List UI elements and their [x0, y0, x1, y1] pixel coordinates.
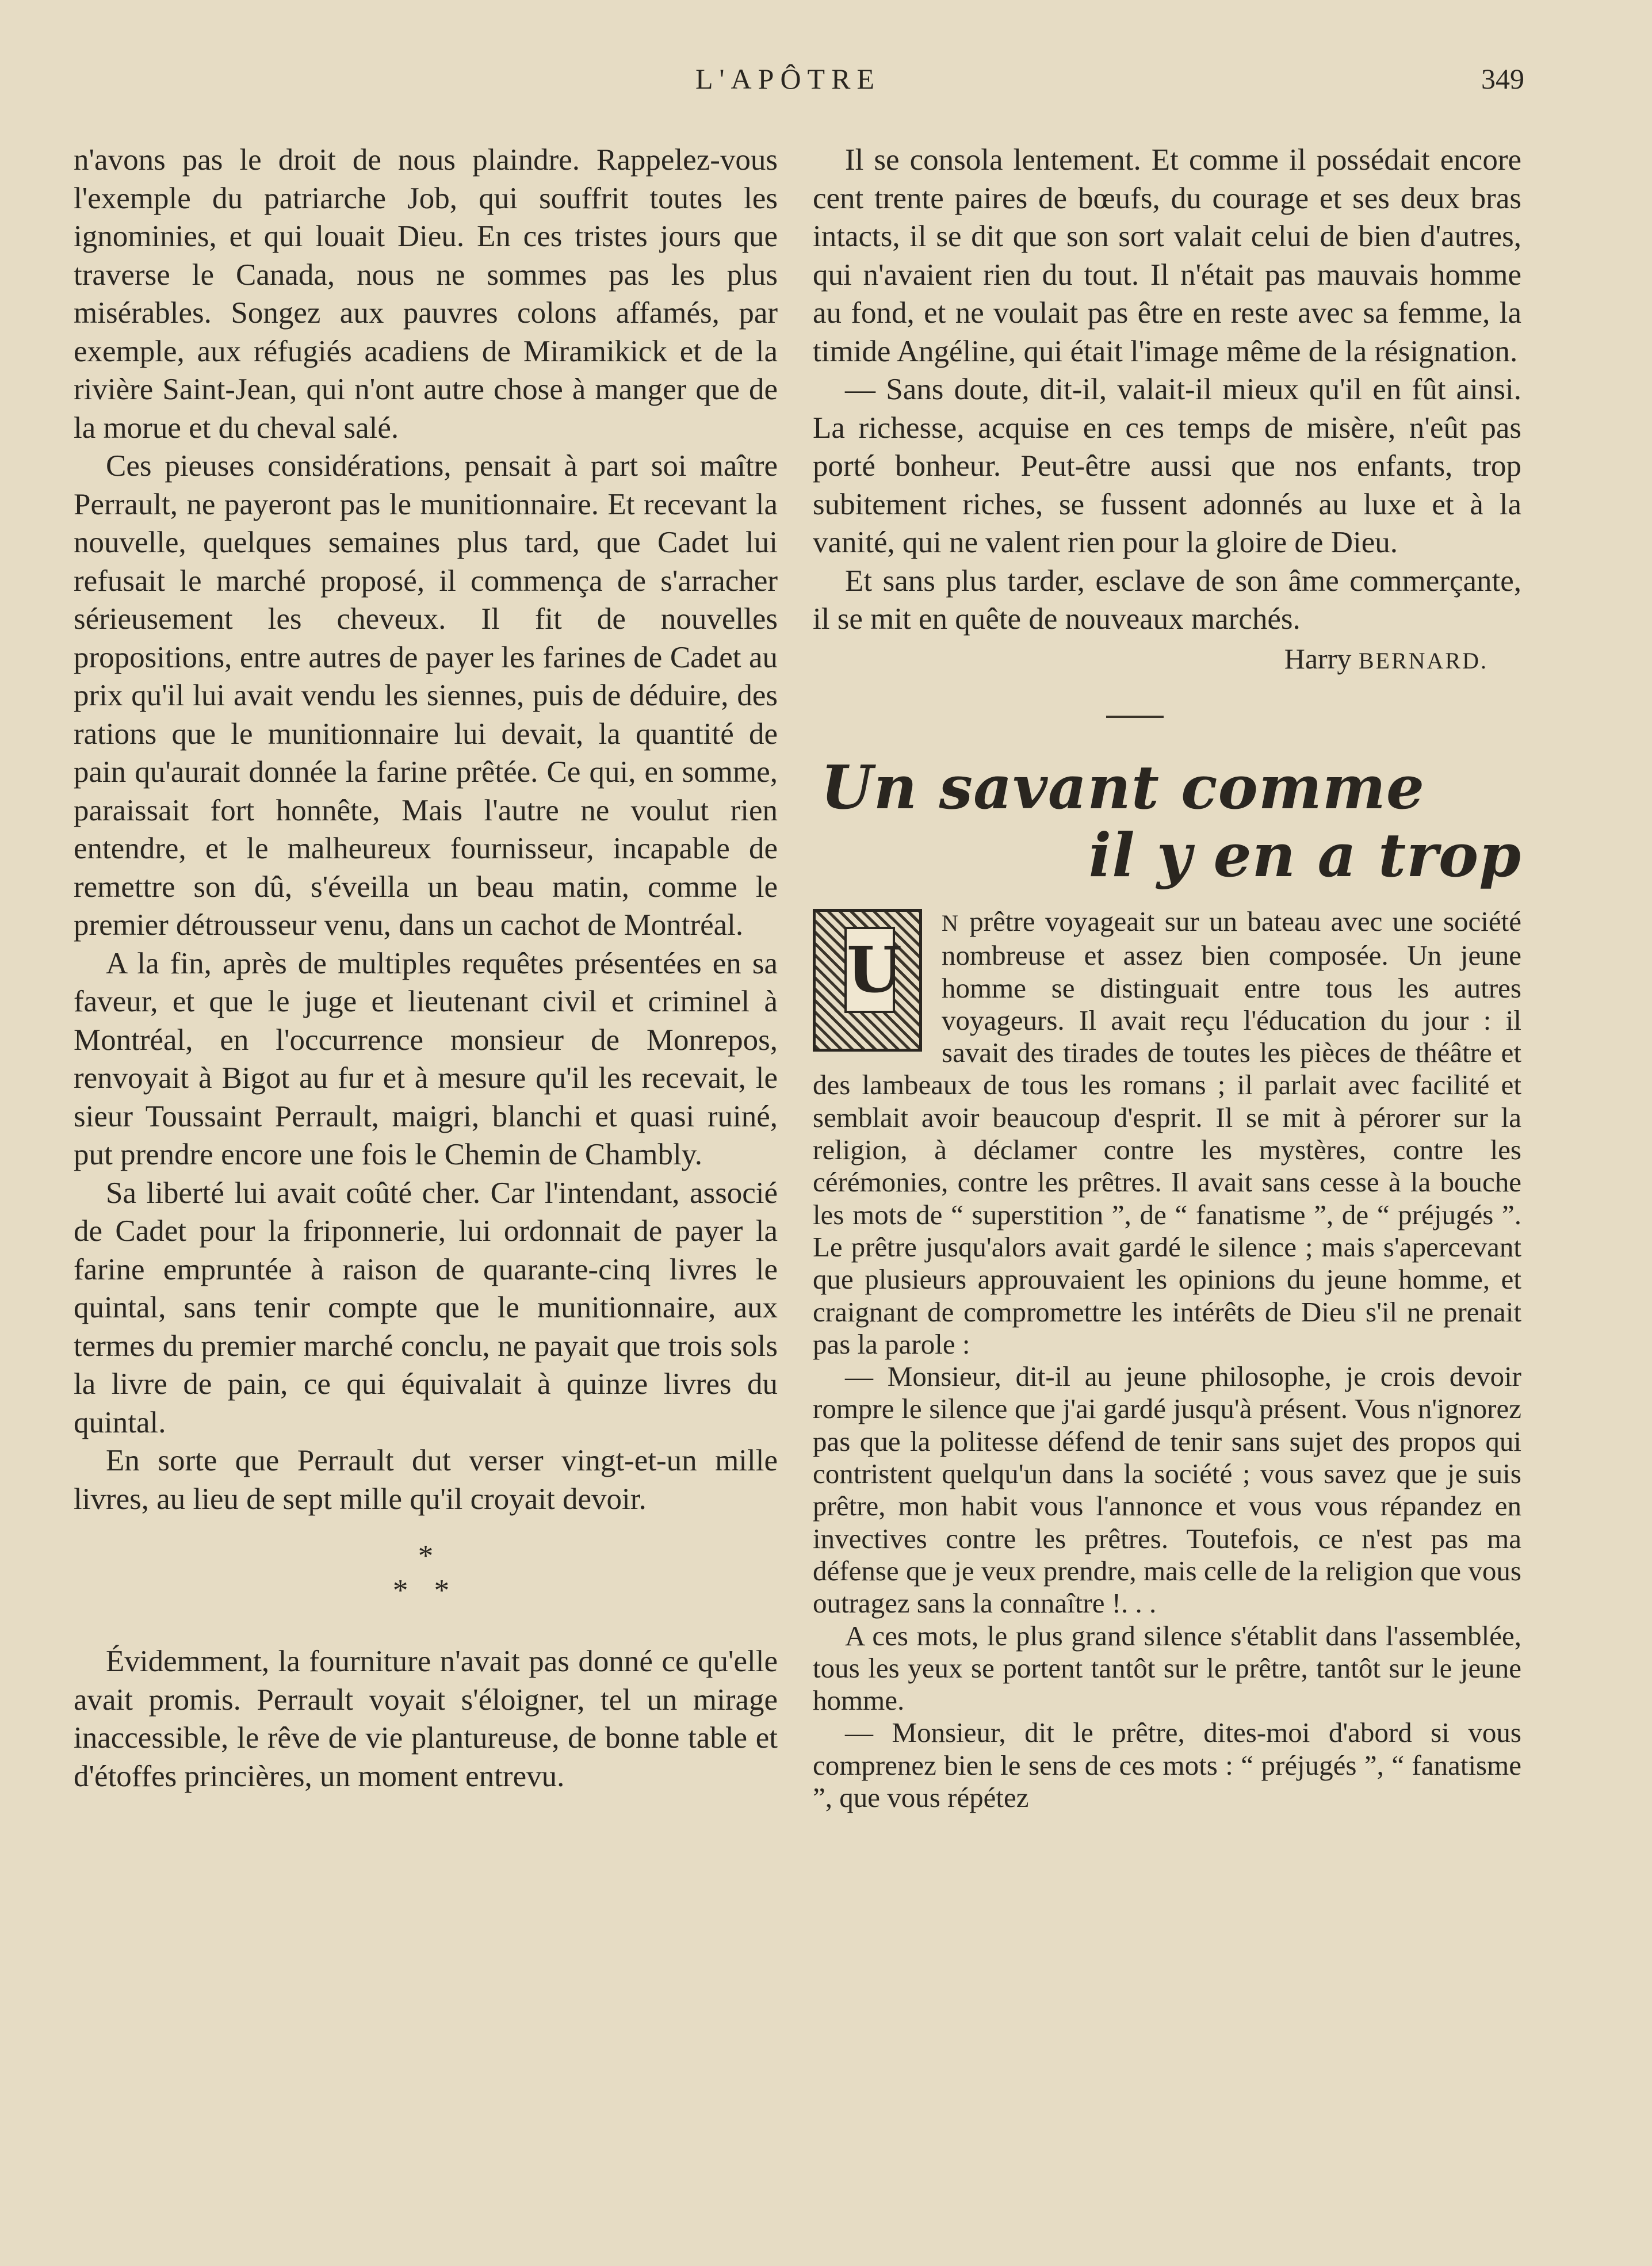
- paragraph: Et sans plus tarder, esclave de son âme commerçante, il se mit en quête de nouveaux marchés.: [813, 564, 1521, 636]
- paragraph: Évidemment, la fourniture n'avait pas donné ce qu'elle avait promis. Perrault voyait s'éloigner, tel un mirage inaccessible, le rêve de vie plantureuse, de bonne table et d'étoffes princières, un moment entrevu.: [74, 1645, 778, 1793]
- article-body: [813, 905, 1521, 1814]
- running-title: L'APÔTRE: [695, 63, 881, 95]
- section-separator-bottom: * *: [392, 1574, 459, 1607]
- article-title: [813, 754, 1521, 889]
- paragraph: Ces pieuses considérations, pensait à part soi maître Perrault, ne payeront pas le munitionnaire. Et recevant la nouvelle, quelques semaines plus tard, que Cadet lui refusait le marché proposé, il commença de s'arracher sérieusement les cheveux. Il fit de nouvelles propositions, entre autres de payer les farines de Cadet au prix qu'il lui avait vendu les siennes, puis de déduire, des rations que le munitionnaire lui devait, la quantité de pain qu'aurait donnée la farine prêtée. Ce qui, en somme, paraissait fort honnête, Mais l'autre ne voulut rien entendre, et le malheureux fournisseur, incapable de remettre son dû, s'éveilla un beau matin, comme le premier détrousseur venu, dans un cachot de Montréal.: [74, 449, 778, 942]
- paragraph: En sorte que Perrault dut verser vingt-et-un mille livres, au lieu de sept mille qu'il croyait devoir.: [74, 1444, 778, 1516]
- right-column: [813, 141, 1521, 1814]
- page-number: 349: [1481, 63, 1524, 95]
- article-paragraph: — Monsieur, dit-il au jeune philosophe, je crois devoir rompre le silence que j'ai gardé jusqu'à présent. Vous n'ignorez pas que la politesse défend de tenir sans sujet des propos qui contristent quelqu'un dans la société ; vous savez que je suis prêtre, mon habit vous l'annonce et vous vous répandez en invectives contre les prêtres. Toutefois, ce n'est pas ma défense que je veux prendre, mais celle de la religion que vous outragez sans la connaître !. . .: [813, 1361, 1521, 1619]
- author-first-name: Harry: [1284, 642, 1352, 675]
- dropcap-letter: U: [844, 927, 895, 1013]
- ornamental-dropcap: [813, 909, 922, 1052]
- article-title-line-1: Un savant comme: [821, 752, 1425, 823]
- paragraph: n'avons pas le droit de nous plaindre. Rappelez-vous l'exemple du patriarche Job, qui souffrit toutes les ignominies, et qui louait Dieu. En ces tristes jours que traverse le Canada, nous ne sommes pas les plus misérables. Songez aux pauvres colons affamés, par exemple, aux réfugiés acadiens de Miramikick et de la rivière Saint-Jean, qui n'ont autre chose à manger que de la morue et du cheval salé.: [74, 143, 778, 445]
- article-title-line-2: il y en a trop: [1088, 820, 1521, 891]
- paragraph: — Sans doute, dit-il, valait-il mieux qu'il en fût ainsi. La richesse, acquise en ces temps de misère, n'eût pas porté bonheur. Peut-être aussi que nos enfants, trop subitement riches, se fussent adonnés au luxe et à la vanité, qui ne valent rien pour la gloire de Dieu.: [813, 373, 1521, 559]
- article-paragraph: A ces mots, le plus grand silence s'établit dans l'assemblée, tous les yeux se portent tantôt sur le prêtre, tantôt sur le jeune homme.: [813, 1619, 1521, 1717]
- author-last-name: BERNARD.: [1358, 647, 1488, 674]
- article-paragraph: — Monsieur, dit le prêtre, dites-moi d'abord si vous comprenez bien le sens de ces mots : “ préjugés ”, “ fanatisme ”, que vous répétez: [813, 1717, 1521, 1814]
- left-column: [74, 141, 778, 1795]
- smallcaps-text: N: [942, 910, 959, 936]
- paragraph-text: prêtre voyageait sur un bateau avec une société nombreuse et assez bien composée. Un jeune homme se distinguait entre tous les autres voyageurs. Il avait reçu l'éducation du jour : il savait des tirades de toutes les pièces de théâtre et des lambeaux de tous les romans ; il parlait avec facilité et semblait avoir beaucoup d'esprit. Il se mit à pérorer sur la religion, à déclamer contre les mystères, contre les cérémonies, contre les prêtres. Il avait sans cesse à la bouche les mots de “ superstition ”, de “ fanatisme ”, de “ préjugés ”. Le prêtre jusqu'alors avait gardé le silence ; mais s'apercevant que plusieurs approuvaient les opinions du jeune homme, et craignant de compromettre les intérêts de Dieu s'il ne prenait pas la parole :: [813, 905, 1521, 1360]
- section-divider: [1106, 716, 1164, 718]
- paragraph: A la fin, après de multiples requêtes présentées en sa faveur, et que le juge et lieutenant civil et criminel à Montréal, en l'occurrence monsieur de Monrepos, renvoyait à Bigot au fur et à mesure qu'il les recevait, le sieur Toussaint Perrault, maigri, blanchi et quasi ruiné, put prendre encore une fois le Chemin de Chambly.: [74, 946, 778, 1171]
- author-signature: [813, 640, 1488, 681]
- paragraph: Sa liberté lui avait coûté cher. Car l'intendant, associé de Cadet pour la friponnerie, lui ordonnait de payer la farine empruntée à raison de quarante-cinq livres le quintal, sans tenir compte que le munitionnaire, aux termes du premier marché conclu, ne payait que trois sols la livre de pain, ce qui équivalait à quinze livres du quintal.: [74, 1176, 778, 1439]
- section-separator-top: *: [418, 1539, 434, 1573]
- running-head: [0, 62, 1652, 108]
- paragraph: Il se consola lentement. Et comme il possédait encore cent trente paires de bœufs, du courage et ses deux bras intacts, il se dit que son sort valait celui de bien d'autres, qui n'avaient rien du tout. Il n'était pas mauvais homme au fond, et ne voulait pas être en reste avec sa femme, la timide Angéline, qui était l'image même de la résignation.: [813, 143, 1521, 368]
